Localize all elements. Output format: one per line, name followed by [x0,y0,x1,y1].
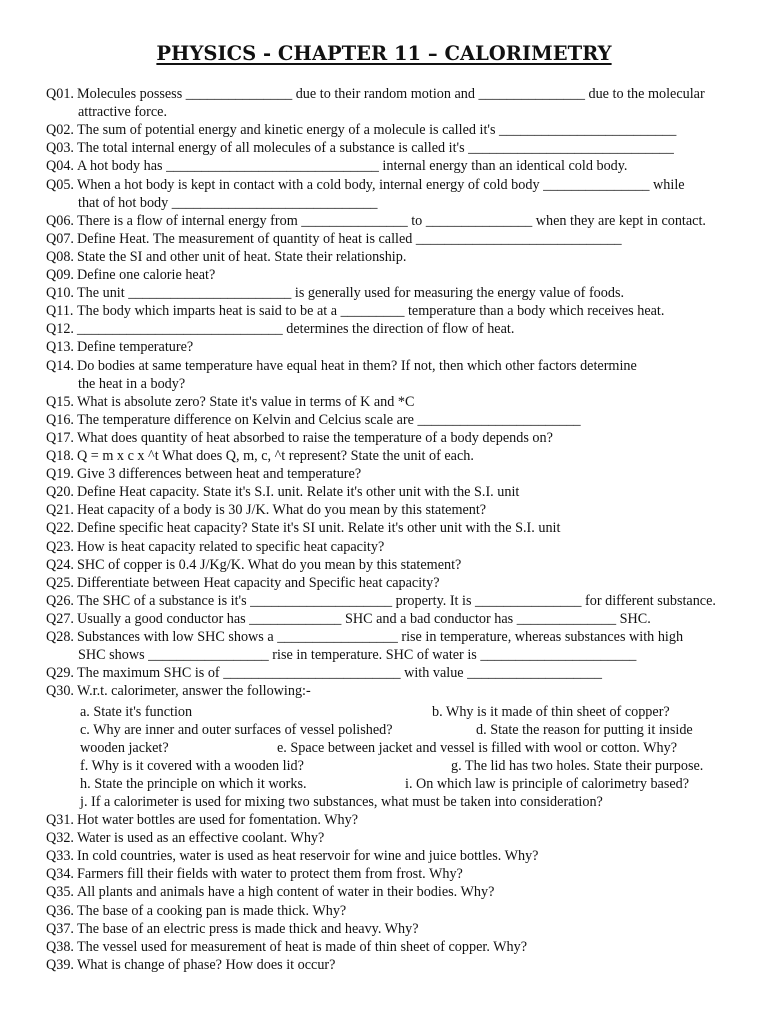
question-number: Q37. [46,920,74,937]
question-text: Q = m x c x ^t What does Q, m, c, ^t represent? State the unit of each. [77,448,474,464]
question-number: Q11. [46,303,74,320]
q30-sub-c: c. Why are inner and outer surfaces of vessel polished? [80,722,393,738]
question-number: Q29. [46,665,74,682]
page-title: PHYSICS - CHAPTER 11 – CALORIMETRY [156,42,612,65]
question-text: Hot water bottles are used for fomentation. Why? [77,812,359,828]
q30-sub-h: h. State the principle on which it works. [80,776,307,792]
question-20 [46,483,736,501]
question-text: Give 3 differences between heat and temperature? [77,466,362,483]
question-34 [46,865,736,883]
question-text: The vessel used for measurement of heat is made of thin sheet of copper. Why? [77,938,528,955]
question-text: Define one calorie heat? [77,267,216,283]
question-text-continued: that of hot body _____________________________ [78,194,378,211]
question-number: Q34. [46,866,74,883]
q30-sub-j: j. If a calorimeter is used for mixing two substances, what must be taken into consideration? [80,794,603,810]
question-number: Q32. [46,830,74,847]
question-text: Heat capacity of a body is 30 J/K. What do you mean by this statement? [77,502,487,519]
question-text: The sum of potential energy and kinetic energy of a molecule is called it's _________________________ [77,122,677,139]
question-text: There is a flow of internal energy from _______________ to _______________ when they are kept in contact. [77,212,706,229]
q30-sub-g: g. The lid has two holes. State their purpose. [451,758,704,774]
question-text: State the SI and other unit of heat. State their relationship. [77,248,407,265]
question-number: Q31. [46,812,74,828]
question-number: Q20. [46,484,74,501]
question-21 [46,501,736,519]
question-text: Water is used as an effective coolant. Why? [77,830,325,847]
question-14 [46,357,736,375]
question-38 [46,938,736,956]
q30-sub-c-cont: wooden jacket? [80,740,169,756]
question-text: Do bodies at same temperature have equal heat in them? If not, then which other factors determine [77,357,637,374]
question-text: Farmers fill their fields with water to protect them from frost. Why? [77,866,463,883]
question-text: The total internal energy of all molecules of a substance is called it's _____________________________ [77,140,674,157]
question-number: Q27. [46,610,74,627]
question-number: Q23. [46,538,74,555]
question-number: Q02. [46,122,74,139]
q30-sub-d: d. State the reason for putting it inside [476,722,693,738]
question-number: Q07. [46,230,74,247]
question-text: Usually a good conductor has _____________ SHC and a bad conductor has ______________ SHC. [77,610,651,627]
question-28 [46,628,736,646]
question-text: What is change of phase? How does it occur? [77,956,336,973]
question-9 [46,266,736,284]
question-text: _____________________________ determines the direction of flow of heat. [77,321,515,338]
q30-sub-a: a. State it's function [80,704,193,720]
question-31 [46,811,736,829]
question-text: The base of an electric press is made thick and heavy. Why? [77,920,419,937]
question-24 [46,556,736,574]
question-text: What does quantity of heat absorbed to raise the temperature of a body depends on? [77,429,553,446]
question-number: Q15. [46,393,74,410]
question-number: Q24. [46,556,74,573]
question-text: In cold countries, water is used as heat reservoir for wine and juice bottles. Why? [77,848,539,865]
question-22 [46,519,736,537]
question-27 [46,610,736,628]
question-text: Define temperature? [77,339,194,356]
question-text: Differentiate between Heat capacity and Specific heat capacity? [77,574,440,591]
question-5 [46,176,736,194]
question-text: SHC of copper is 0.4 J/Kg/K. What do you mean by this statement? [77,556,462,573]
question-text: How is heat capacity related to specific heat capacity? [77,538,385,555]
question-12 [46,320,736,338]
q30-sub-e: e. Space between jacket and vessel is filled with wool or cotton. Why? [277,740,678,756]
question-number: Q05. [46,176,74,193]
question-text: The temperature difference on Kelvin and Celcius scale are _______________________ [77,411,581,428]
question-number: Q06. [46,212,74,229]
question-19 [46,465,736,483]
question-text: Define specific heat capacity? State it's SI unit. Relate it's other unit with the S.I. unit [77,520,561,537]
q30-sub-b: b. Why is it made of thin sheet of copper? [432,704,670,720]
question-number: Q16. [46,411,74,428]
question-18 [46,447,736,465]
question-text: The SHC of a substance is it's ____________________ property. It is _______________ for different substance. [77,592,716,609]
question-10 [46,284,736,302]
question-number: Q14. [46,357,74,374]
question-number: Q33. [46,848,74,865]
question-text: A hot body has ______________________________ internal energy than an identical cold body. [77,158,628,175]
question-3 [46,139,736,157]
question-number: Q18. [46,448,74,464]
question-text: What is absolute zero? State it's value in terms of K and *C [77,393,415,410]
question-text: Molecules possess _______________ due to their random motion and _______________ due to the molecular [77,86,705,102]
question-text: Substances with low SHC shows a _________________ rise in temperature, whereas substances with high [77,629,684,645]
question-text: The body which imparts heat is said to be at a _________ temperature than a body which receives heat. [77,303,665,320]
question-number: Q25. [46,574,74,591]
question-number: Q30. [46,683,74,700]
question-number: Q35. [46,884,74,901]
question-4 [46,157,736,175]
question-2 [46,121,736,139]
question-1 [46,85,736,103]
question-text: The unit _______________________ is generally used for measuring the energy value of foods. [77,285,625,302]
question-15 [46,393,736,411]
question-6 [46,212,736,230]
question-number: Q21. [46,502,74,519]
question-17 [46,429,736,447]
question-26 [46,592,736,610]
question-number: Q10. [46,285,74,302]
question-text: When a hot body is kept in contact with a cold body, internal energy of cold body _______________ while [77,176,685,193]
question-number: Q03. [46,140,74,157]
question-number: Q09. [46,267,74,283]
question-8 [46,248,736,266]
question-25 [46,574,736,592]
q30-sub-f: f. Why is it covered with a wooden lid? [80,758,304,774]
question-number: Q36. [46,902,74,919]
question-number: Q38. [46,938,74,955]
question-16 [46,411,736,429]
question-33 [46,847,736,865]
question-13 [46,338,736,356]
question-text: All plants and animals have a high content of water in their bodies. Why? [77,884,495,901]
question-number: Q01. [46,86,74,102]
question-text-continued: SHC shows _________________ rise in temperature. SHC of water is ______________________ [78,647,637,664]
question-number: Q19. [46,466,74,483]
question-32 [46,829,736,847]
question-number: Q13. [46,339,74,356]
question-text: W.r.t. calorimeter, answer the following:- [77,683,311,700]
q30-sub-i: i. On which law is principle of calorimetry based? [405,776,690,792]
question-37 [46,920,736,938]
question-29 [46,664,736,682]
question-36 [46,902,736,920]
question-text: Define Heat capacity. State it's S.I. unit. Relate it's other unit with the S.I. unit [77,484,520,501]
question-35 [46,883,736,901]
question-30 [46,682,736,700]
question-number: Q08. [46,248,74,265]
question-text: Define Heat. The measurement of quantity of heat is called _____________________________ [77,230,622,247]
question-number: Q17. [46,429,74,446]
question-7 [46,230,736,248]
question-number: Q12. [46,321,74,338]
question-number: Q39. [46,956,74,973]
question-number: Q22. [46,520,74,537]
question-number: Q04. [46,158,74,175]
question-23 [46,538,736,556]
question-39 [46,956,736,974]
question-text: The maximum SHC is of _________________________ with value ___________________ [77,665,602,682]
question-text-continued: the heat in a body? [78,375,186,392]
question-number: Q28. [46,629,74,645]
question-text-continued: attractive force. [78,104,168,121]
question-number: Q26. [46,592,74,609]
question-text: The base of a cooking pan is made thick. Why? [77,902,347,919]
question-11 [46,302,736,320]
